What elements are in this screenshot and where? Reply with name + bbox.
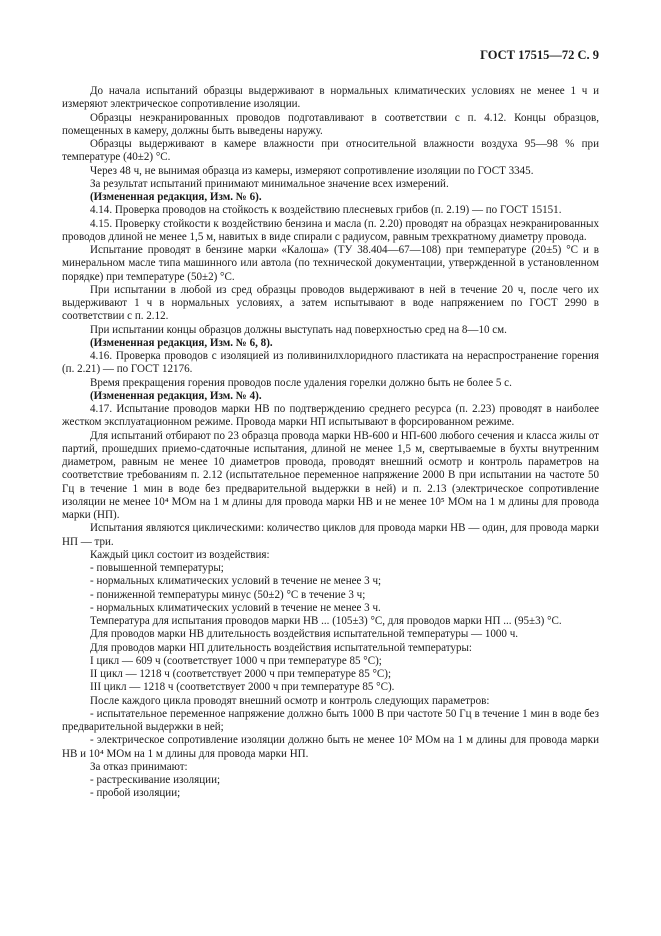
- paragraph: - электрическое сопротивление изоляции должно быть не менее 10² МОм на 1 м длины для провода марки НВ и 10⁴ МОм на 1 м длины для провода марки НП.: [62, 734, 599, 760]
- paragraph: I цикл — 609 ч (соответствует 1000 ч при температуре 85 °С);: [90, 654, 382, 667]
- document-body: [62, 85, 599, 801]
- paragraph: II цикл — 1218 ч (соответствует 2000 ч при температуре 85 °С);: [90, 668, 392, 680]
- paragraph: Время прекращения горения проводов после удаления горелки должно быть не более 5 с.: [90, 376, 512, 389]
- paragraph: Для испытаний отбирают по 23 образца провода марки НВ-600 и НП-600 любого сечения и класса жилы от партий, прошедших приемо-сдаточные испытания, длиной не менее 1,5 м, свертываемые в бухты внутренним диаметром, равным не менее 10 диаметров провода, проводят внешний осмотр и контроль параметров на соответствие требованиям п. 2.12 (испытательное переменное напряжение 2000 В при испытании на частоте 50 Гц в течение 1 мин в воде без предварительной выдержки в ней) и п. 2.13 (электрическое сопротивление изоляции не менее 10⁴ МОм на 1 м длины для провода марки НВ и не менее 10⁵ МОм на 1 м длины для провода марки (НП).: [62, 429, 599, 521]
- paragraph: 4.17. Испытание проводов марки НВ по подтверждению среднего ресурса (п. 2.23) проводят в наиболее жестком эксплуатационном режиме. Провода марки НП испытывают в форсированном режиме.: [62, 403, 599, 429]
- paragraph: При испытании в любой из сред образцы проводов выдерживают в ней в течение 20 ч, после чего их выдерживают 1 ч в нормальных условиях, а затем испытывают в воде напряжением по ГОСТ 2990 в соответствии с п. 2.12.: [62, 283, 599, 323]
- amendment-note: (Измененная редакция, Изм. № 4).: [90, 389, 262, 402]
- paragraph: - испытательное переменное напряжение должно быть 1000 В при частоте 50 Гц в течение 1 мин в воде без предварительной выдержки в ней;: [62, 707, 599, 733]
- paragraph: Для проводов марки НП длительность воздействия испытательной температуры:: [90, 641, 472, 654]
- paragraph: - пробой изоляции;: [90, 787, 181, 800]
- paragraph: 4.16. Проверка проводов с изоляцией из поливинилхлоридного пластиката на нераспространение горения (п. 2.21) — по ГОСТ 12176.: [62, 350, 599, 376]
- paragraph: Для проводов марки НВ длительность воздействия испытательной температуры — 1000 ч.: [90, 628, 519, 641]
- paragraph: Образцы выдерживают в камере влажности при относительной влажности воздуха 95—98 % при температуре (40±2) °С.: [62, 138, 599, 164]
- page-header: ГОСТ 17515—72 С. 9: [480, 48, 599, 62]
- paragraph: При испытании концы образцов должны выступать над поверхностью сред на 8—10 см.: [90, 323, 507, 336]
- paragraph: Температура для испытания проводов марки НВ ... (105±3) °С, для проводов марки НП ... (95±3) °С.: [90, 615, 562, 627]
- paragraph: 4.14. Проверка проводов на стойкость к воздействию плесневых грибов (п. 2.19) — по ГОСТ 15151.: [90, 204, 562, 217]
- paragraph: III цикл — 1218 ч (соответствует 2000 ч при температуре 85 °С).: [90, 681, 395, 694]
- amendment-note: (Измененная редакция, Изм. № 6).: [90, 191, 262, 203]
- paragraph: - нормальных климатических условий в течение не менее 3 ч;: [90, 575, 382, 588]
- paragraph: Образцы неэкранированных проводов подготавливают в соответствии с п. 4.12. Концы образцов, помещенных в камеру, должны быть выведены наружу.: [62, 111, 599, 137]
- amendment-note: (Измененная редакция, Изм. № 6, 8).: [90, 336, 273, 349]
- paragraph: 4.15. Проверку стойкости к воздействию бензина и масла (п. 2.20) проводят на образцах неэкранированных проводов длиной не менее 1,5 м, навитых в виде спирали с радиусом, равным трехкратному диаметру провода.: [62, 217, 599, 243]
- paragraph: Через 48 ч, не вынимая образца из камеры, измеряют сопротивление изоляции по ГОСТ 3345.: [90, 164, 534, 177]
- paragraph: - пониженной температуры минус (50±2) °С в течение 3 ч;: [90, 588, 366, 601]
- paragraph: Каждый цикл состоит из воздействия:: [90, 548, 270, 561]
- paragraph: - нормальных климатических условий в течение не менее 3 ч.: [90, 601, 381, 614]
- paragraph: До начала испытаний образцы выдерживают в нормальных климатических условиях не менее 1 ч и измеряют электрическое сопротивление изоляции.: [62, 85, 599, 111]
- paragraph: За отказ принимают:: [90, 760, 188, 773]
- paragraph: Испытание проводят в бензине марки «Калоша» (ТУ 38.404—67—108) при температуре (20±5) °С и в минеральном масле типа машинного или автола (по технической документации, утвержденной в установленном порядке) при температуре (50±2) °С.: [62, 244, 599, 283]
- paragraph: За результат испытаний принимают минимальное значение всех измерений.: [90, 177, 449, 190]
- paragraph: - повышенной температуры;: [90, 562, 224, 574]
- paragraph: После каждого цикла проводят внешний осмотр и контроль следующих параметров:: [90, 694, 490, 707]
- paragraph: Испытания являются циклическими: количество циклов для провода марки НВ — один, для провода марки НП — три.: [62, 522, 599, 548]
- paragraph: - растрескивание изоляции;: [90, 774, 221, 786]
